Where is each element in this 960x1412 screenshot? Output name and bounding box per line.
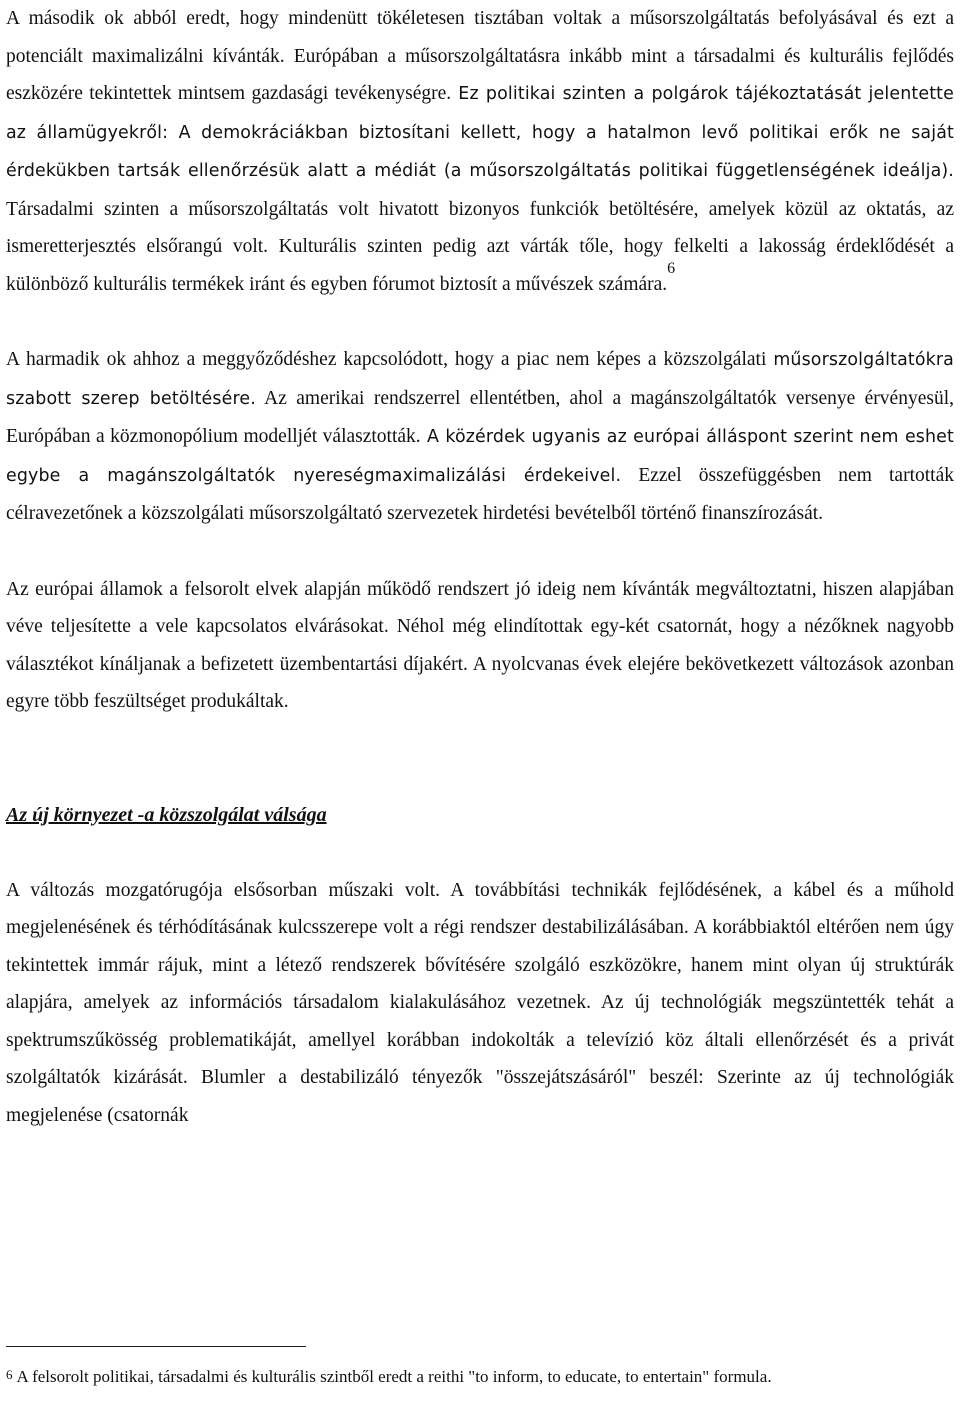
paragraph-2-text-e: Ezzel összefüggésben nem tartották célravezetőnek a közszolgálati műsorszolgáltató szervezetek hirdetési bevételből történő finanszírozását. (6, 464, 954, 524)
section-heading: Az új környezet -a közszolgálat válsága (6, 803, 327, 826)
footnote-separator (6, 1346, 306, 1347)
paragraph-2-text-c: Az amerikai rendszerrel ellentétben, ahol a magánszolgáltatók versenye érvényesül, Európában a közmonopólium modelljét választották. (6, 387, 954, 447)
footnote-mark: 6 (6, 1367, 13, 1382)
paragraph-2-text-d: A közérdek ugyanis az európai álláspont szerint nem eshet egybe a magánszolgáltatók nyereségmaximalizálási érdekeivel. (6, 427, 954, 486)
paragraph-1-text-c: Társadalmi szinten a műsorszolgáltatás volt hivatott bizonyos funkciók betöltésére, amelyek közül az oktatás, az ismeretterjesztés elsőrangú volt. Kulturális szinten pedig azt várták tőle, hogy felkelti a lakosság érdeklődését a különböző kulturális termékek iránt és egyben fórumot biztosít a művészek számára. (6, 198, 954, 295)
paragraph-3: Az európai államok a felsorolt elvek alapján működő rendszert jó ideig nem kívánták megváltoztatni, hiszen alapjában véve teljesítette a vele kapcsolatos elvárásokat. Néhol még elindítottak egy-két csatornát, hogy a nézőknek nagyobb választékot kínáljanak a befizetett üzembentartási díjakért. A nyolcvanas évek elejére bekövetkezett változások azonban egyre több feszültséget produkáltak. (6, 578, 954, 712)
paragraph-2-text-b: műsorszolgáltatókra szabott szerep betöltésére. (6, 350, 954, 409)
paragraph-2 (6, 341, 954, 533)
footnote (6, 1361, 954, 1390)
paragraph-1-text-a: A második ok abból eredt, hogy mindenütt tökéletesen tisztában voltak a műsorszolgáltatás befolyásával és ezt a potenciált maximalizálni kívánták. Európában a műsorszolgáltatásra inkább mint a társadalmi és kulturális fejlődés eszközére tekintettek mintsem gazdasági tevékenységre. (6, 8, 954, 104)
paragraph-4: A változás mozgatórugója elsősorban műszaki volt. A továbbítási technikák fejlődésének, a kábel és a műhold megjelenésének és térhódításának kulcsszerepe volt a régi rendszer destabilizálásában. A korábbiaktól eltérően nem úgy tekintettek immár rájuk, mint a létező rendszerek bővítésére szolgáló eszközökre, hanem mint olyan új struktúrák alapjára, amelyek az információs társadalom kialakulásához vezetnek. Az új technológiák megszüntették tehát a spektrumszűkösség problematikáját, amellyel korábban indokolták a televízió köz általi ellenőrzését és a privát szolgáltatók kizárását. Blumler a destabilizáló tényezők "összejátszásáról" beszél: Szerinte az új technológiák megjelenése (csatornák (6, 879, 954, 1126)
paragraph-1-text-b: Ez politikai szinten a polgárok tájékoztatását jelentette az államügyekről: A demokráciákban biztosítani kellett, hogy a hatalmon levő politikai erők ne saját érdekükben tartsák ellenőrzésük alatt a médiát (a műsorszolgáltatás politikai függetlenségének ideálja). (6, 84, 954, 181)
paragraph-2-text-a: A harmadik ok ahhoz a meggyőződéshez kapcsolódott, hogy a piac nem képes a közszolgálati (6, 349, 774, 370)
footnote-reference: 6 (667, 259, 676, 277)
paragraph-1 (6, 0, 954, 303)
footnote-text: A felsorolt politikai, társadalmi és kulturális szintből eredt a reithi "to inform, to educate, to entertain" formula. (16, 1367, 772, 1386)
document-body (6, 0, 954, 1134)
